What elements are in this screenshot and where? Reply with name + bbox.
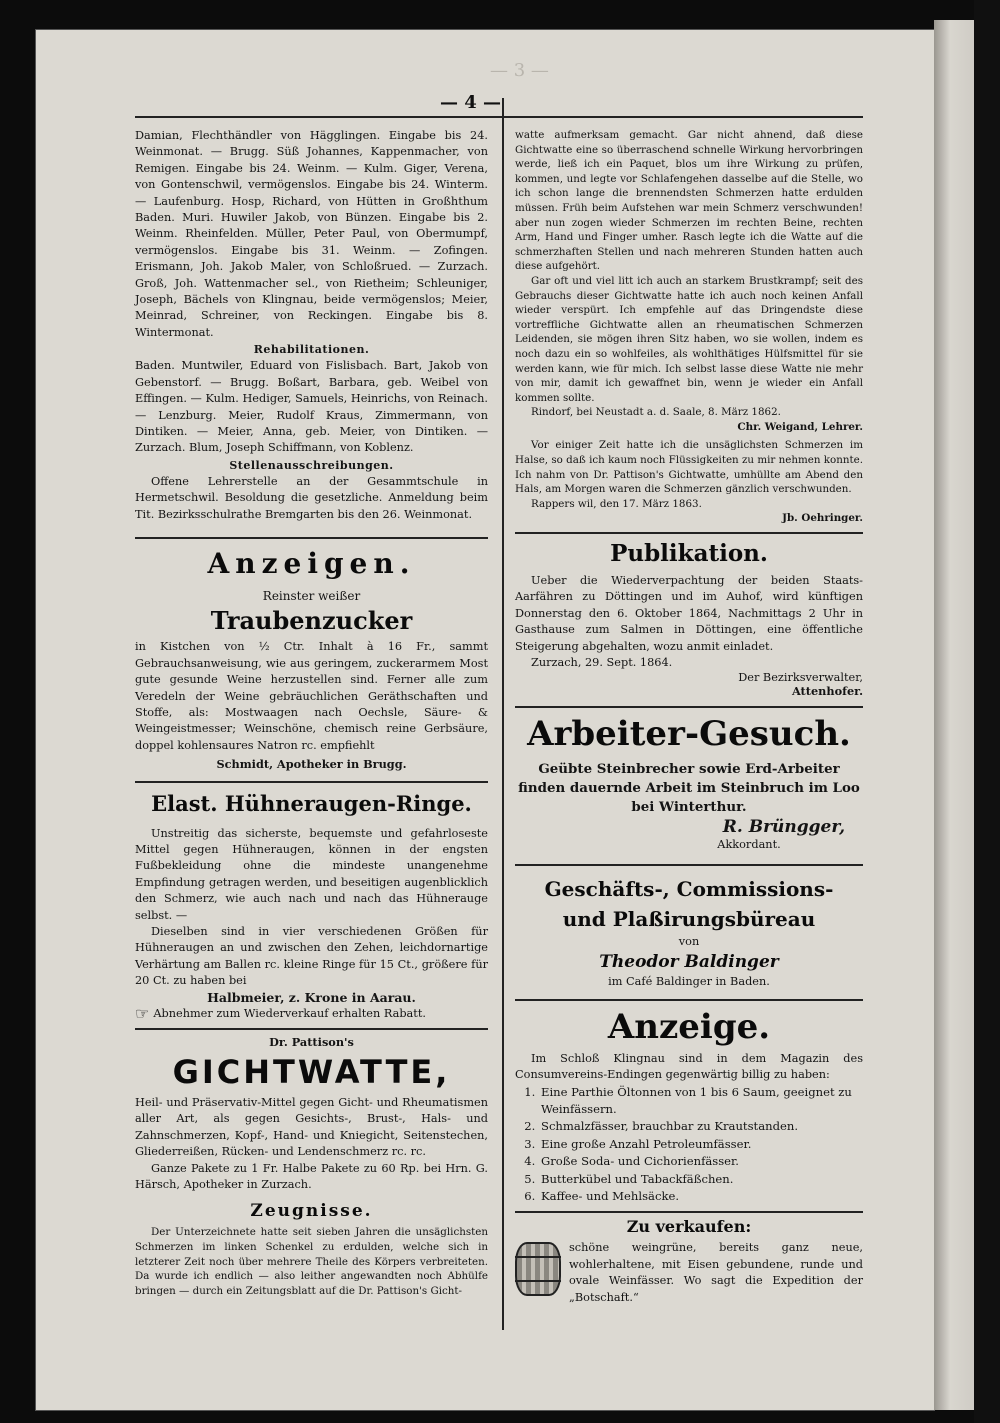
notice-title: Anzeige. (607, 1006, 771, 1047)
corn-rings-signature: Halbmeier, z. Krone in Aarau. (207, 989, 416, 1005)
testimonials-heading: Zeugnisse. (250, 1201, 373, 1222)
publication-title: Publikation. (610, 540, 768, 568)
corn-rings-text-1: Unstreitig das sicherste, bequemste und gefahrloseste Mittel gegen Hühneraugen, können in der engsten Fußbekleidung ohne die mindeste unangenehme Empfindung getragen werden, und beseitigen augenblicklich den Schmerz, wie auch nach und nach das Hühnerauge selbst. — (135, 826, 488, 922)
pointing-hand-icon: ☞ (135, 1004, 150, 1024)
section-rule (515, 1211, 863, 1213)
notice-items (515, 1084, 863, 1206)
workers-wanted-signature-1: R. Brüngger, (722, 817, 845, 838)
workers-wanted-text: Geübte Steinbrecher sowie Erd-Arbeiter finden dauernde Arbeit im Steinbruch im Loo bei Winterthur. (518, 761, 860, 816)
corn-rings-note: Abnehmer zum Wiederverkauf erhalten Rabatt. (153, 1007, 426, 1021)
right-column (515, 128, 863, 1306)
publication-signature-2: Attenhofer. (791, 684, 863, 699)
workers-wanted-title: Arbeiter-Gesuch. (527, 714, 851, 755)
list-item: 1. Eine Parthie Öltonnen von 1 bis 6 Saum, geeignet zu Weinfässern. (539, 1084, 863, 1119)
rehabilitation-text: Baden. Muntwiler, Eduard von Fislisbach. Bart, Jakob von Gebenstorf. — Brugg. Boßart, Barbara, geb. Weibel von Effingen. — Kulm. Hediger, Samuels, Heinrichs, von Reinach. — Lenzburg. Meier, Rudolf Kraus, Zimmermann, von Dintiken. — Meier, Anna, geb. Meier, von Dintiken. — Zurzach. Blum, Joseph Schiffmann, von Koblenz. (135, 359, 488, 455)
barrel-icon (515, 1242, 561, 1296)
section-rule (135, 537, 488, 539)
section-rule (515, 706, 863, 708)
ads-heading: Anzeigen. (207, 546, 416, 580)
testimonial-signature-2: Jb. Oehringer. (782, 512, 863, 525)
list-item: 6. Kaffee- und Mehlsäcke. (539, 1188, 863, 1205)
job-listing-heading: Stellenausschreibungen. (229, 458, 394, 472)
testimonial-place-2: Rappers wil, den 17. März 1863. (531, 497, 702, 510)
section-rule (135, 781, 488, 783)
scan-edge (974, 0, 1000, 1423)
court-notices-text: Damian, Flechthändler von Hägglingen. Eingabe bis 24. Weinmonat. — Brugg. Süß Johannes, Kappenmacher, von Remigen. Eingabe bis 24. Weinm. — Kulm. Giger, Verena, von Gontenschwil, vermögenslos. Eingabe bis 24. Winterm. — Laufenburg. Hosp, Richard, von Hütten in Großhthum Baden. Muri. Huwiler Jakob, von Bünzen. Eingabe bis 2. Weinm. Rheinfelden. Müller, Peter Paul, von Obermumpf, vermögenslos. Eingabe bis 31. Weinm. — Zofingen. Erismann, Joh. Jakob Maler, von Schloßrued. — Zurzach. Groß, Joh. Wattenmacher sel., von Rietheim; Schleuniger, Joseph, Bächels von Klingnau, beide vermögenslos; Meier, Meinrad, Schreiner, von Reckingen. Eingabe bis 8. Wintermonat. (135, 129, 488, 339)
testimonial-signature-1: Chr. Weigand, Lehrer. (737, 420, 863, 433)
agency-title-1: Geschäfts-, Commissions- (544, 876, 834, 901)
agency-place: im Café Baldinger in Baden. (608, 975, 770, 989)
testimonial-continued-3: Vor einiger Zeit hatte ich die unsäglichsten Schmerzen im Halse, so daß ich kaum noch Flüssigkeiten zu mir nehmen konnte. Ich nahm von Dr. Pattison's Gichtwatte, umhüllte am Abend den Hals, am Morgen waren die Schmerzen gänzlich verschwunden. (515, 439, 863, 496)
agency-name: Theodor Baldinger (599, 952, 779, 973)
publication-signature-1: Der Bezirksverwalter, (738, 671, 863, 685)
corn-rings-text-2: Dieselben sind in vier verschiedenen Größen für Hühneraugen an und zwischen den Zehen, leichdornartige Verhärtung am Ballen rc. kleine Ringe für 15 Ct., größere für 20 Ct. zu haben bei (135, 925, 488, 988)
agency-von: von (678, 934, 700, 948)
left-column (135, 128, 488, 1298)
testimonial-continued-2: Gar oft und viel litt ich auch an starkem Brustkrampf; seit des Gebrauchs dieser Gichtwatte hatte ich auch noch keinen Anfall wieder verspürt. Ich empfehle auf das Dringendste diese vortreffliche Gichtwatte allen an rheumatischen Schmerzen Leidenden, sie mögen ihren Sitz haben, wo sie wollen, indem es noch dazu ein so wohlfeiles, als wohlthätiges Hülfsmittel für sie werden kann, wie für mich. Ich selbst lasse diese Watte nie mehr von mir, damit ich gewaffnet bin, wenn je wieder ein Anfall kommen sollte. (515, 274, 863, 404)
agency-title-2: und Plaßirungsbüreau (562, 906, 816, 931)
sugar-ad-pretitle: Reinster weißer (262, 588, 361, 603)
job-listing-text: Offene Lehrerstelle an der Gesammtschule in Hermetschwil. Besoldung die gesetzliche. Anmeldung beim Tit. Bezirksschulrathe Bremgarten bis den 26. Weinmonat. (135, 474, 488, 521)
workers-wanted-signature-2: Akkordant. (717, 838, 781, 852)
for-sale-text: schöne weingrüne, bereits ganz neue, wohlerhaltene, mit Eisen gebundene, runde und ovale Weinfässer. Wo sagt die Expedition der „Botschaft.“ (569, 1241, 863, 1304)
page-number: — 4 — (440, 92, 502, 113)
list-item: 5. Butterkübel und Tabackfäßchen. (539, 1171, 863, 1188)
gout-ad-text-1: Heil- und Präservativ-Mittel gegen Gicht- und Rheumatismen aller Art, als gegen Gesichts-, Brust-, Hals- und Zahnschmerzen, Kopf-, Hand- und Kniegicht, Seitenstechen, Gliederreißen, Rücken- und Lendenschmerz rc. rc. (135, 1095, 488, 1159)
sugar-ad-signature: Schmidt, Apotheker in Brugg. (216, 757, 407, 772)
testimonial-text: Der Unterzeichnete hatte seit sieben Jahren die unsäglichsten Schmerzen im linken Schenkel zu erdulden, welche sich in letzterer Zeit noch über mehrere Theile des Körpers verbreiteten. Da wurde ich endlich — also leither angewandten noch Abhülfe bringen — durch ein Zeitungsblatt auf die Dr. Pattison's Gicht- (135, 1226, 488, 1297)
testimonial-continued-1: watte aufmerksam gemacht. Gar nicht ahnend, daß diese Gichtwatte eine so überraschend schnelle Wirkung hervorbringen werde, ließ ich ein Paquet, blos um ihre Wirkung zu prüfen, kommen, und legte vor Schlafengehen dasselbe auf die Stelle, wo ich schon lange die brennendsten Schmerzen hatte erdulden müssen. Früh beim Aufstehen war mein Schmerz verschwunden! aber nun zogen wieder Schmerzen im rechten Beine, rechten Arm, Hand und Finger umher. Rasch legte ich die Watte auf die schmerzhaften Stellen und nach mehreren Stunden hatten auch diese aufgehört. (515, 129, 863, 273)
section-rule (135, 1028, 488, 1030)
gout-ad-title: GICHTWATTE, (172, 1052, 451, 1091)
sugar-ad-text: in Kistchen von ½ Ctr. Inhalt à 16 Fr., sammt Gebrauchsanweisung, wie aus geringem, zuckerarmem Most gute gesunde Weine herzustellen sind. Ferner alle zum Veredeln der Weine gebräuchlichen Geräthschaften und Stoffe, als: Mostwaagen nach Oechsle, Säure- & Weingeistmesser; Weinschöne, chemisch reine Gerbsäure, doppel kohlensaures Natron rc. empfiehlt (135, 640, 488, 752)
sugar-ad-title: Traubenzucker (210, 606, 413, 636)
corn-rings-title: Elast. Hühneraugen-Ringe. (151, 790, 472, 816)
for-sale-title: Zu verkaufen: (626, 1217, 752, 1237)
rehabilitation-heading: Rehabilitationen. (253, 343, 370, 357)
list-item: 2. Schmalzfässer, brauchbar zu Krautstanden. (539, 1118, 863, 1135)
book-spine (934, 20, 974, 1410)
list-item: 4. Große Soda- und Cichorienfässer. (539, 1153, 863, 1170)
header-rule (135, 116, 863, 118)
section-rule (515, 532, 863, 534)
gout-ad-text-2: Ganze Pakete zu 1 Fr. Halbe Pakete zu 60 Rp. bei Hrn. G. Härsch, Apotheker in Zurzach. (135, 1161, 488, 1191)
testimonial-place-1: Rindorf, bei Neustadt a. d. Saale, 8. März 1862. (531, 406, 781, 419)
publication-text: Ueber die Wiederverpachtung der beiden Staats-Aarfähren zu Döttingen und im Auhof, wird künftigen Donnerstag den 6. Oktober 1864, Nachmittags 2 Uhr in Gasthause zum Salmen in Döttingen, eine öffentliche Steigerung abgehalten, wozu anmit einladet. (515, 574, 863, 653)
section-rule (515, 999, 863, 1001)
notice-intro: Im Schloß Klingnau sind in dem Magazin des Consumvereins-Endingen gegenwärtig billig zu haben: (515, 1051, 863, 1082)
section-rule (515, 864, 863, 866)
for-sale-block (515, 1240, 863, 1306)
list-item: 3. Eine große Anzahl Petroleumfässer. (539, 1136, 863, 1153)
gout-ad-pretitle: Dr. Pattison's (269, 1035, 354, 1050)
bleedthrough-page-number: — 3 — (490, 60, 549, 81)
column-divider (502, 98, 504, 1330)
publication-place: Zurzach, 29. Sept. 1864. (531, 656, 673, 670)
